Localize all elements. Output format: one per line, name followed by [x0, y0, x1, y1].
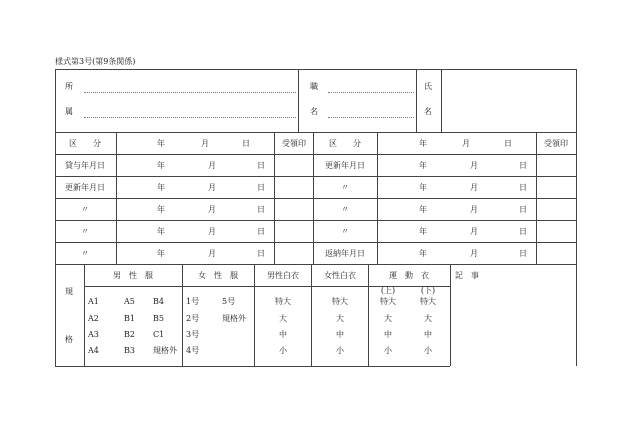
loan-col-category-right: 区 分	[329, 139, 361, 148]
loan-row-label-left: 貸与年月日	[65, 161, 105, 170]
loan-row-day: 日	[257, 183, 265, 192]
loan-col-stamp-right: 受領印	[544, 139, 568, 148]
affiliation-label-top: 所	[65, 82, 73, 91]
size-option: A4	[88, 346, 99, 355]
loan-col-day-right: 日	[504, 139, 512, 148]
loan-row-label-left: 〃	[81, 205, 89, 214]
loan-row-month: 月	[470, 183, 478, 192]
loan-row-year: 年	[157, 205, 165, 214]
men-white-coat-title: 男性白衣	[267, 271, 299, 280]
size-option: 小	[424, 346, 432, 355]
loan-row-day: 日	[257, 249, 265, 258]
notes-label: 記 事	[455, 271, 479, 280]
name-label-bottom: 名	[424, 107, 432, 116]
name-field[interactable]	[442, 70, 575, 131]
sportswear-title: 運 動 衣	[389, 271, 429, 280]
size-option: 中	[424, 330, 432, 339]
size-label-bottom: 格	[65, 335, 73, 344]
loan-row-day: 日	[519, 161, 527, 170]
loan-row-year: 年	[419, 205, 427, 214]
loan-row-day: 日	[257, 205, 265, 214]
loan-row-day: 日	[257, 227, 265, 236]
loan-row-day: 日	[519, 227, 527, 236]
loan-row-year: 年	[157, 227, 165, 236]
size-option: A3	[88, 330, 99, 339]
loan-row-year: 年	[157, 249, 165, 258]
affiliation-label-bottom: 属	[65, 107, 73, 116]
affiliation-line-1[interactable]	[84, 92, 296, 93]
loan-row-month: 月	[208, 227, 216, 236]
loan-col-year-right: 年	[419, 139, 427, 148]
stamp-cells-left[interactable]	[275, 155, 312, 263]
size-option: A5	[124, 297, 135, 306]
size-option: C1	[153, 330, 165, 339]
size-option: A2	[88, 314, 99, 323]
loan-row-year: 年	[419, 227, 427, 236]
loan-row-month: 月	[470, 161, 478, 170]
loan-col-year-left: 年	[157, 139, 165, 148]
size-option: 大	[424, 314, 432, 323]
loan-row-year: 年	[157, 161, 165, 170]
size-option: 5号	[222, 297, 236, 306]
size-option: 中	[384, 330, 392, 339]
size-option: B3	[124, 346, 135, 355]
loan-row-label-left: 〃	[81, 249, 89, 258]
size-option: B5	[153, 314, 164, 323]
name-label-top: 氏	[424, 82, 432, 91]
loan-col-month-left: 月	[201, 139, 209, 148]
size-option: 4号	[186, 346, 200, 355]
loan-row-month: 月	[470, 249, 478, 258]
loan-col-category-left: 区 分	[69, 139, 101, 148]
size-option: 大	[336, 314, 344, 323]
men-uniform-title: 男 性 服	[113, 271, 153, 280]
position-label-bottom: 名	[310, 107, 318, 116]
loan-row-month: 月	[208, 183, 216, 192]
size-option: 特大	[420, 297, 436, 306]
size-option: 中	[279, 330, 287, 339]
size-option: B2	[124, 330, 135, 339]
loan-col-month-right: 月	[462, 139, 470, 148]
size-option: B4	[153, 297, 164, 306]
women-uniform-title: 女 性 服	[198, 271, 238, 280]
loan-col-stamp-left: 受領印	[282, 139, 306, 148]
size-option: 中	[336, 330, 344, 339]
size-option: 特大	[275, 297, 291, 306]
size-option: 規格外	[153, 346, 177, 355]
loan-row-label-right: 〃	[341, 183, 349, 192]
loan-row-month: 月	[208, 161, 216, 170]
loan-row-year: 年	[419, 183, 427, 192]
size-option: 小	[279, 346, 287, 355]
loan-row-day: 日	[519, 205, 527, 214]
notes-field[interactable]	[451, 283, 575, 365]
loan-row-month: 月	[208, 249, 216, 258]
sportswear-lower-label: (下)	[420, 286, 436, 295]
size-option: 規格外	[222, 314, 246, 323]
loan-row-day: 日	[257, 161, 265, 170]
women-white-coat-title: 女性白衣	[324, 271, 356, 280]
loan-row-label-left: 〃	[81, 227, 89, 236]
loan-row-year: 年	[419, 161, 427, 170]
size-option: 小	[336, 346, 344, 355]
size-option: A1	[88, 297, 99, 306]
loan-row-day: 日	[519, 183, 527, 192]
size-option: 3号	[186, 330, 200, 339]
loan-row-label-right: 更新年月日	[325, 161, 365, 170]
loan-row-label-right: 返納年月日	[325, 249, 365, 258]
loan-row-month: 月	[208, 205, 216, 214]
loan-col-day-left: 日	[242, 139, 250, 148]
loan-row-label-right: 〃	[341, 227, 349, 236]
size-option: 小	[384, 346, 392, 355]
position-line-2[interactable]	[328, 117, 414, 118]
loan-row-label-left: 更新年月日	[65, 183, 105, 192]
form-title: 様式第3号(第9条関係)	[55, 57, 136, 66]
loan-row-year: 年	[419, 249, 427, 258]
loan-row-label-right: 〃	[341, 205, 349, 214]
position-line-1[interactable]	[328, 92, 414, 93]
loan-row-day: 日	[519, 249, 527, 258]
loan-row-month: 月	[470, 205, 478, 214]
stamp-cells-right[interactable]	[537, 155, 575, 263]
loan-row-year: 年	[157, 183, 165, 192]
size-option: 特大	[332, 297, 348, 306]
position-label-top: 職	[310, 82, 318, 91]
size-option: B1	[124, 314, 135, 323]
sportswear-upper-label: (上)	[380, 286, 396, 295]
size-label-top: 規	[65, 287, 73, 296]
affiliation-line-2[interactable]	[84, 117, 296, 118]
size-option: 1号	[186, 297, 200, 306]
size-option: 2号	[186, 314, 200, 323]
size-option: 大	[279, 314, 287, 323]
size-option: 特大	[380, 297, 396, 306]
size-option: 大	[384, 314, 392, 323]
loan-row-month: 月	[470, 227, 478, 236]
